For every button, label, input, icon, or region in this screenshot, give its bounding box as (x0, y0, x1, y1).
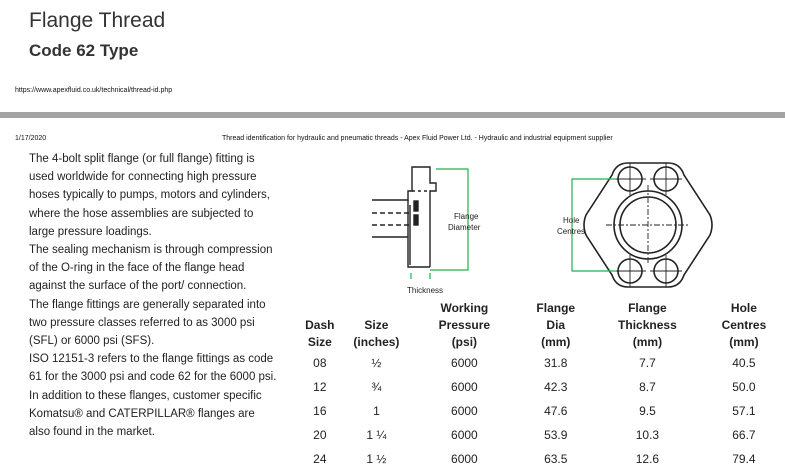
cell-dash: 12 (313, 380, 327, 394)
table-header-row (296, 300, 785, 351)
thickness-label: Thickness (407, 286, 444, 295)
page-url[interactable]: https://www.apexfluid.co.uk/technical/thread-id.php (15, 87, 173, 94)
print-date: 1/17/2020 (15, 135, 47, 142)
cell-pressure: 6000 (451, 380, 478, 394)
flange-diameter-label-2: Diameter (448, 223, 481, 232)
cell-flange-dia: 42.3 (544, 380, 568, 394)
cell-thickness: 9.5 (639, 404, 656, 418)
paragraph: ISO 12151-3 refers to the flange fittings as code 61 for the 3000 psi and code 62 for the 6000 psi. (29, 353, 277, 384)
page-subtitle: Code 62 Type (29, 41, 139, 60)
header-flange-dia: Flange Dia (mm) (536, 301, 576, 349)
cell-thickness: 8.7 (639, 380, 656, 394)
header-hole-centres: Hole Centres (mm) (721, 301, 767, 349)
cell-dash: 20 (313, 428, 327, 442)
flange-diagram (370, 155, 725, 300)
divider-bar (0, 112, 785, 118)
cell-hole-centres: 40.5 (732, 356, 756, 370)
table-row (296, 375, 785, 399)
table-row (296, 447, 785, 471)
paragraph: The flange fittings are generally separated into two pressure classes referred to as 3000 psi (SFL) or 6000 psi (SFS). (29, 298, 266, 348)
cell-hole-centres: 66.7 (732, 428, 756, 442)
header-flange-thickness: Flange Thickness (mm) (618, 301, 677, 349)
cell-flange-dia: 63.5 (544, 452, 568, 466)
cell-size: ¾ (371, 380, 382, 394)
paragraph: The sealing mechanism is through compression of the O-ring in the face of the flange head against the surface of the port/ connection. (29, 244, 273, 293)
paragraph: In addition to these flanges, customer specific Komatsu® and CATERPILLAR® flanges are also found in the market. (29, 389, 262, 439)
cell-thickness: 10.3 (635, 428, 660, 442)
cell-pressure: 6000 (451, 356, 478, 370)
paragraph: The 4-bolt split flange (or full flange) fitting is used worldwide for connecting high pressure hoses typically to pumps, motors and cylinders, where the hose assemblies are subjected to large pressure loadings. (29, 153, 270, 238)
cell-size: 1 ¼ (366, 428, 387, 442)
flange-spec-table (296, 300, 785, 471)
cell-hole-centres: 50.0 (732, 380, 756, 394)
hole-centres-label-2: Centres (557, 227, 586, 236)
cell-hole-centres: 57.1 (732, 404, 756, 418)
cell-thickness: 12.6 (635, 452, 660, 466)
table-row (296, 351, 785, 375)
cell-dash: 08 (313, 356, 327, 370)
table-row (296, 423, 785, 447)
cell-pressure: 6000 (451, 452, 478, 466)
cell-flange-dia: 47.6 (544, 404, 568, 418)
cell-flange-dia: 31.8 (544, 356, 568, 370)
header-dash-size: Dash Size (305, 318, 335, 349)
page-title: Flange Thread (29, 9, 166, 32)
header-working-pressure: Working Pressure (psi) (438, 301, 491, 349)
print-header: Thread identification for hydraulic and pneumatic threads - Apex Fluid Power Ltd. - Hydraulic and industrial equipment supplier (222, 135, 613, 142)
cell-thickness: 7.7 (639, 356, 656, 370)
cell-pressure: 6000 (451, 404, 478, 418)
description-text (29, 150, 277, 441)
cell-size: 1 ½ (366, 452, 387, 466)
header-size-inches: Size (inches) (353, 318, 400, 349)
cell-dash: 16 (313, 404, 327, 418)
table-row (296, 399, 785, 423)
cell-size: 1 (373, 404, 380, 418)
flange-diameter-label: Flange (454, 212, 479, 221)
cell-dash: 24 (313, 452, 327, 466)
cell-hole-centres: 79.4 (732, 452, 756, 466)
cell-pressure: 6000 (451, 428, 478, 442)
flange-side-view (372, 167, 436, 267)
cell-flange-dia: 53.9 (544, 428, 568, 442)
hole-centres-label: Hole (563, 216, 580, 225)
cell-size: ½ (371, 356, 382, 370)
